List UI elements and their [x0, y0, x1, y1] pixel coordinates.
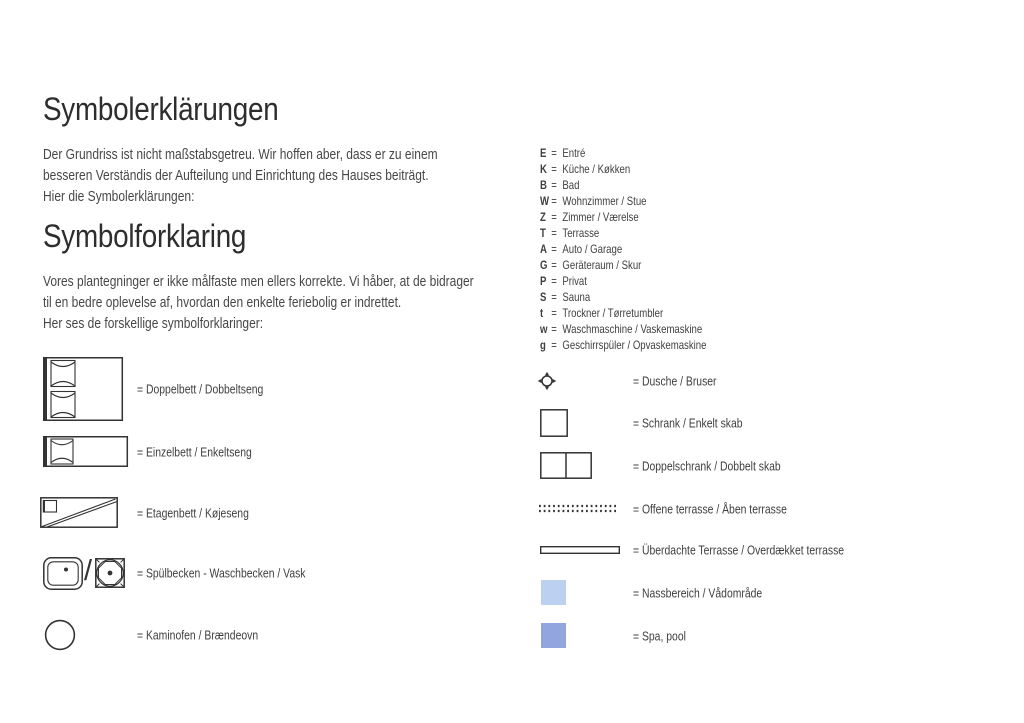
code-row-geraeteraum [540, 257, 706, 273]
intro-paragraph-german [43, 144, 438, 207]
legend-label: = Doppelbett / Dobbeltseng [137, 381, 264, 397]
intro-german-line: Der Grundriss ist nicht maßstabsgetreu. Wir hoffen aber, dass er zu einem [43, 146, 438, 163]
intro-danish-line: til en bedre oplevelse af, hvordan den enkelte feriebolig er indrettet. [43, 294, 402, 311]
spa-pool-icon [541, 623, 566, 648]
code-key: W [540, 194, 550, 208]
code-desc: Zimmer / Værelse [562, 210, 639, 224]
code-row-entre [540, 145, 706, 161]
legend-label: = Überdachte Terrasse / Overdækket terrasse [633, 542, 845, 558]
page-title-german-text: Symbolerklärungen [43, 91, 279, 127]
equals-sign: = [551, 322, 557, 336]
covered-terrace-icon [540, 546, 620, 554]
legend-label: = Etagenbett / Køjeseng [137, 505, 249, 520]
equals-sign: = [551, 146, 557, 160]
equals-sign: = [551, 226, 557, 240]
legend-row-single-cabinet [0, 409, 1024, 437]
code-row-terrasse [540, 225, 706, 241]
code-key: K [540, 162, 547, 176]
legend-label: = Dusche / Bruser [633, 373, 717, 389]
slash-separator: / [84, 555, 93, 587]
open-terrace-icon [538, 504, 618, 513]
equals-sign: = [551, 290, 557, 304]
code-desc: Bad [562, 178, 580, 192]
code-desc: Entré [562, 146, 586, 160]
equals-sign: = [551, 258, 557, 272]
code-key: B [540, 178, 547, 192]
code-desc: Auto / Garage [562, 242, 623, 256]
code-key: G [540, 258, 548, 272]
wet-area-icon [541, 580, 566, 605]
code-key: Z [540, 210, 546, 224]
intro-german-line: Hier die Symbolerklärungen: [43, 188, 195, 205]
code-key: A [540, 242, 547, 256]
equals-sign: = [551, 178, 557, 192]
code-desc: Küche / Køkken [562, 162, 631, 176]
code-row-kueche [540, 161, 706, 177]
page-title-danish [43, 219, 277, 253]
code-row-trockner [540, 305, 706, 321]
code-key: S [540, 290, 547, 304]
legend-label: = Einzelbett / Enkeltseng [137, 444, 252, 459]
legend-row-shower [0, 371, 1024, 391]
equals-sign: = [551, 242, 557, 256]
equals-sign: = [551, 194, 557, 208]
single-cabinet-icon [540, 409, 568, 437]
code-row-zimmer [540, 209, 706, 225]
equals-sign: = [551, 162, 557, 176]
legend-label: = Nassbereich / Vådområde [633, 585, 763, 600]
code-row-privat [540, 273, 706, 289]
code-key: T [540, 226, 546, 240]
code-desc: Waschmaschine / Vaskemaskine [562, 322, 703, 336]
shower-icon [537, 371, 557, 391]
legend-row-open-terrace [0, 501, 1024, 516]
legend-row-covered-terrace [0, 542, 1024, 558]
code-key: g [540, 338, 546, 352]
code-desc: Geräteraum / Skur [562, 258, 642, 272]
legend-row-double-cabinet [0, 452, 1024, 479]
code-key: t [540, 306, 544, 320]
equals-sign: = [551, 306, 557, 320]
code-desc: Privat [562, 274, 587, 288]
page-title-german [43, 92, 314, 126]
page-title-danish-text: Symbolforklaring [43, 218, 247, 254]
intro-paragraph-danish [43, 271, 474, 334]
legend-label: = Spülbecken - Waschbecken / Vask [137, 565, 306, 581]
legend-label: = Schrank / Enkelt skab [633, 415, 743, 431]
code-desc: Geschirrspüler / Opvaskemaskine [562, 338, 707, 352]
intro-danish-line: Her ses de forskellige symbolforklaringer: [43, 315, 264, 332]
code-desc: Wohnzimmer / Stue [562, 194, 647, 208]
equals-sign: = [551, 274, 557, 288]
code-key: w [540, 322, 548, 336]
intro-danish-line: Vores plantegninger er ikke målfaste men ellers korrekte. Vi håber, at de bidrager [43, 273, 474, 290]
code-desc: Sauna [562, 290, 591, 304]
code-row-wohnzimmer [540, 193, 706, 209]
room-code-list [540, 145, 748, 353]
equals-sign: = [551, 210, 557, 224]
code-row-geschirrspueler [540, 337, 706, 353]
code-key: P [540, 274, 547, 288]
legend-row-spa-pool [0, 623, 1024, 648]
equals-sign: = [551, 338, 557, 352]
intro-german-line: besseren Verständis der Aufteilung und Einrichtung des Hauses beiträgt. [43, 167, 429, 184]
code-row-waschmaschine [540, 321, 706, 337]
legend-label: = Doppelschrank / Dobbelt skab [633, 458, 781, 473]
legend-label: = Kaminofen / Brændeovn [137, 627, 259, 643]
code-row-auto [540, 241, 706, 257]
code-desc: Terrasse [562, 226, 600, 240]
code-row-sauna [540, 289, 706, 305]
double-cabinet-icon [540, 452, 592, 479]
legend-label: = Offene terrasse / Åben terrasse [633, 501, 787, 516]
legend-row-wet-area [0, 580, 1024, 605]
legend-label: = Spa, pool [633, 628, 686, 643]
code-desc: Trockner / Tørretumbler [562, 306, 664, 320]
code-key: E [540, 146, 547, 160]
code-row-bad [540, 177, 706, 193]
